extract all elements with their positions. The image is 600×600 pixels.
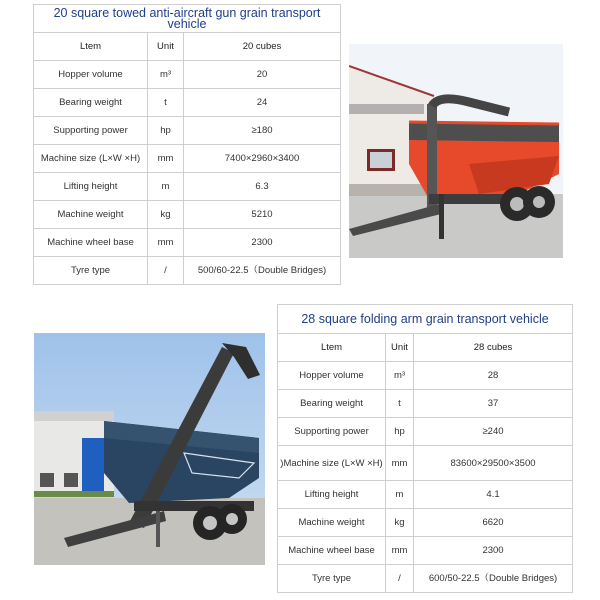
- row-item: )Machine size (L×W ×H): [278, 446, 386, 481]
- table-row: [34, 145, 341, 173]
- row-value: 7400×2960×3400: [184, 145, 341, 173]
- row-item: Machine wheel base: [278, 537, 386, 565]
- row-value: 4.1: [414, 481, 573, 509]
- blue-trailer-illustration: [34, 333, 265, 565]
- row-item: Lifting height: [278, 481, 386, 509]
- table-row: [278, 418, 573, 446]
- row-item: Bearing weight: [34, 89, 148, 117]
- row-unit: m: [148, 173, 184, 201]
- header-value: 28 cubes: [414, 334, 573, 362]
- row-unit: mm: [148, 229, 184, 257]
- header-unit: Unit: [148, 33, 184, 61]
- row-unit: hp: [148, 117, 184, 145]
- row-value: 6620: [414, 509, 573, 537]
- row-value: 20: [184, 61, 341, 89]
- spec-table-28-cubes: [277, 304, 573, 593]
- spec-table-20-cubes: [33, 4, 341, 285]
- row-unit: /: [148, 257, 184, 285]
- row-item: Supporting power: [34, 117, 148, 145]
- row-item: Supporting power: [278, 418, 386, 446]
- row-unit: kg: [148, 201, 184, 229]
- row-value: 28: [414, 362, 573, 390]
- row-value: 83600×29500×3500: [414, 446, 573, 481]
- row-unit: mm: [386, 446, 414, 481]
- header-item: Ltem: [278, 334, 386, 362]
- table-row: [34, 117, 341, 145]
- row-unit: m³: [386, 362, 414, 390]
- table-row: [278, 390, 573, 418]
- table-row: [278, 565, 573, 593]
- table-title: 20 square towed anti-aircraft gun grain transport vehicle: [34, 5, 341, 33]
- row-item: Machine wheel base: [34, 229, 148, 257]
- row-item: Tyre type: [34, 257, 148, 285]
- row-value: 2300: [184, 229, 341, 257]
- table-row: [34, 89, 341, 117]
- header-unit: Unit: [386, 334, 414, 362]
- table-row: [278, 481, 573, 509]
- row-unit: hp: [386, 418, 414, 446]
- table-title: 28 square folding arm grain transport vehicle: [278, 305, 573, 334]
- row-item: Hopper volume: [34, 61, 148, 89]
- row-item: Tyre type: [278, 565, 386, 593]
- row-value: ≥180: [184, 117, 341, 145]
- table-row: [278, 509, 573, 537]
- row-item: Lifting height: [34, 173, 148, 201]
- row-item: Machine weight: [34, 201, 148, 229]
- table-row: [278, 362, 573, 390]
- table-row: [34, 257, 341, 285]
- row-unit: kg: [386, 509, 414, 537]
- row-value: ≥240: [414, 418, 573, 446]
- row-unit: mm: [386, 537, 414, 565]
- table-row: [34, 61, 341, 89]
- table-row: [34, 201, 341, 229]
- row-value: 6.3: [184, 173, 341, 201]
- blue-grain-trailer-photo: [34, 333, 265, 565]
- row-item: Bearing weight: [278, 390, 386, 418]
- table-row: [34, 229, 341, 257]
- row-value: 500/60-22.5（Double Bridges): [184, 257, 341, 285]
- row-item: Hopper volume: [278, 362, 386, 390]
- row-unit: /: [386, 565, 414, 593]
- row-unit: mm: [148, 145, 184, 173]
- row-unit: t: [386, 390, 414, 418]
- red-grain-trailer-photo: [349, 44, 563, 258]
- row-value: 600/50-22.5（Double Bridges): [414, 565, 573, 593]
- row-value: 5210: [184, 201, 341, 229]
- header-item: Ltem: [34, 33, 148, 61]
- row-unit: m: [386, 481, 414, 509]
- table-row: [34, 173, 341, 201]
- table-row: [278, 537, 573, 565]
- table-row: [278, 446, 573, 481]
- row-value: 37: [414, 390, 573, 418]
- red-trailer-illustration: [349, 44, 563, 258]
- row-unit: m³: [148, 61, 184, 89]
- row-unit: t: [148, 89, 184, 117]
- row-item: Machine size (L×W ×H): [34, 145, 148, 173]
- header-value: 20 cubes: [184, 33, 341, 61]
- row-value: 24: [184, 89, 341, 117]
- row-item: Machine weight: [278, 509, 386, 537]
- row-value: 2300: [414, 537, 573, 565]
